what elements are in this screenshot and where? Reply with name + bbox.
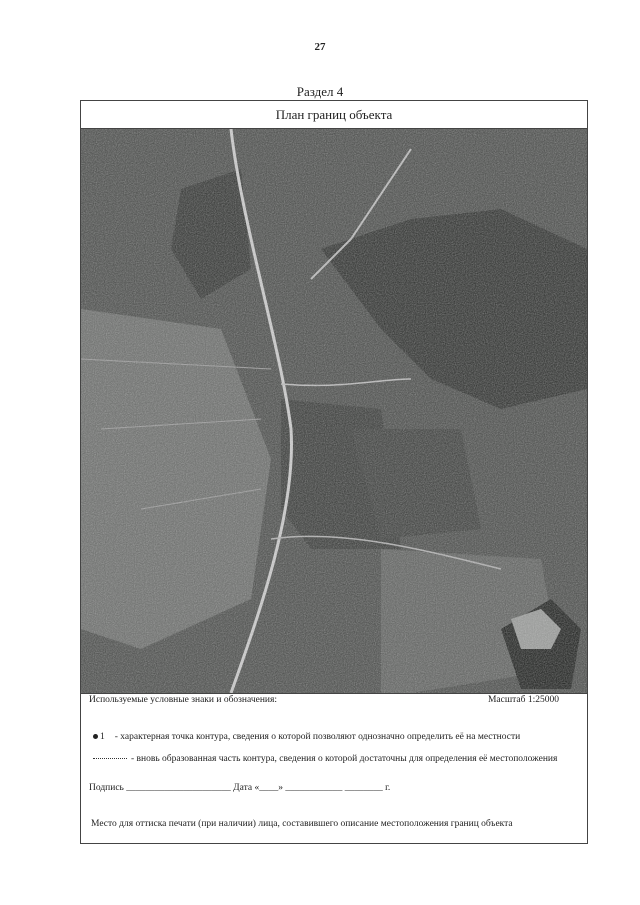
point-marker-icon bbox=[93, 734, 98, 739]
plan-title: План границ объекта bbox=[81, 101, 587, 129]
legend-point-row bbox=[93, 732, 520, 742]
satellite-map-image bbox=[81, 129, 587, 694]
page-number: 27 bbox=[314, 41, 326, 53]
plan-frame bbox=[80, 100, 588, 844]
line-description: - вновь образованная часть контура, сведения о которой достаточны для определения её местоположения bbox=[131, 754, 558, 764]
section-title: Раздел 4 bbox=[296, 84, 344, 99]
point-number: 1 bbox=[100, 732, 105, 742]
satellite-map-drawing bbox=[81, 129, 587, 693]
stamp-note: Место для оттиска печати (при наличии) лица, составившего описание местоположения границ объекта bbox=[91, 819, 513, 829]
signature-line: Подпись ______________________ Дата «____» ____________ ________ г. bbox=[89, 783, 391, 793]
dotted-line-icon bbox=[93, 758, 127, 759]
legend-line-row bbox=[93, 753, 573, 765]
map-scale: Масштаб 1:25000 bbox=[487, 695, 559, 705]
legend-heading: Используемые условные знаки и обозначения: bbox=[89, 695, 278, 705]
point-description: - характерная точка контура, сведения о которой позволяют однозначно определить её на местности bbox=[114, 732, 521, 742]
